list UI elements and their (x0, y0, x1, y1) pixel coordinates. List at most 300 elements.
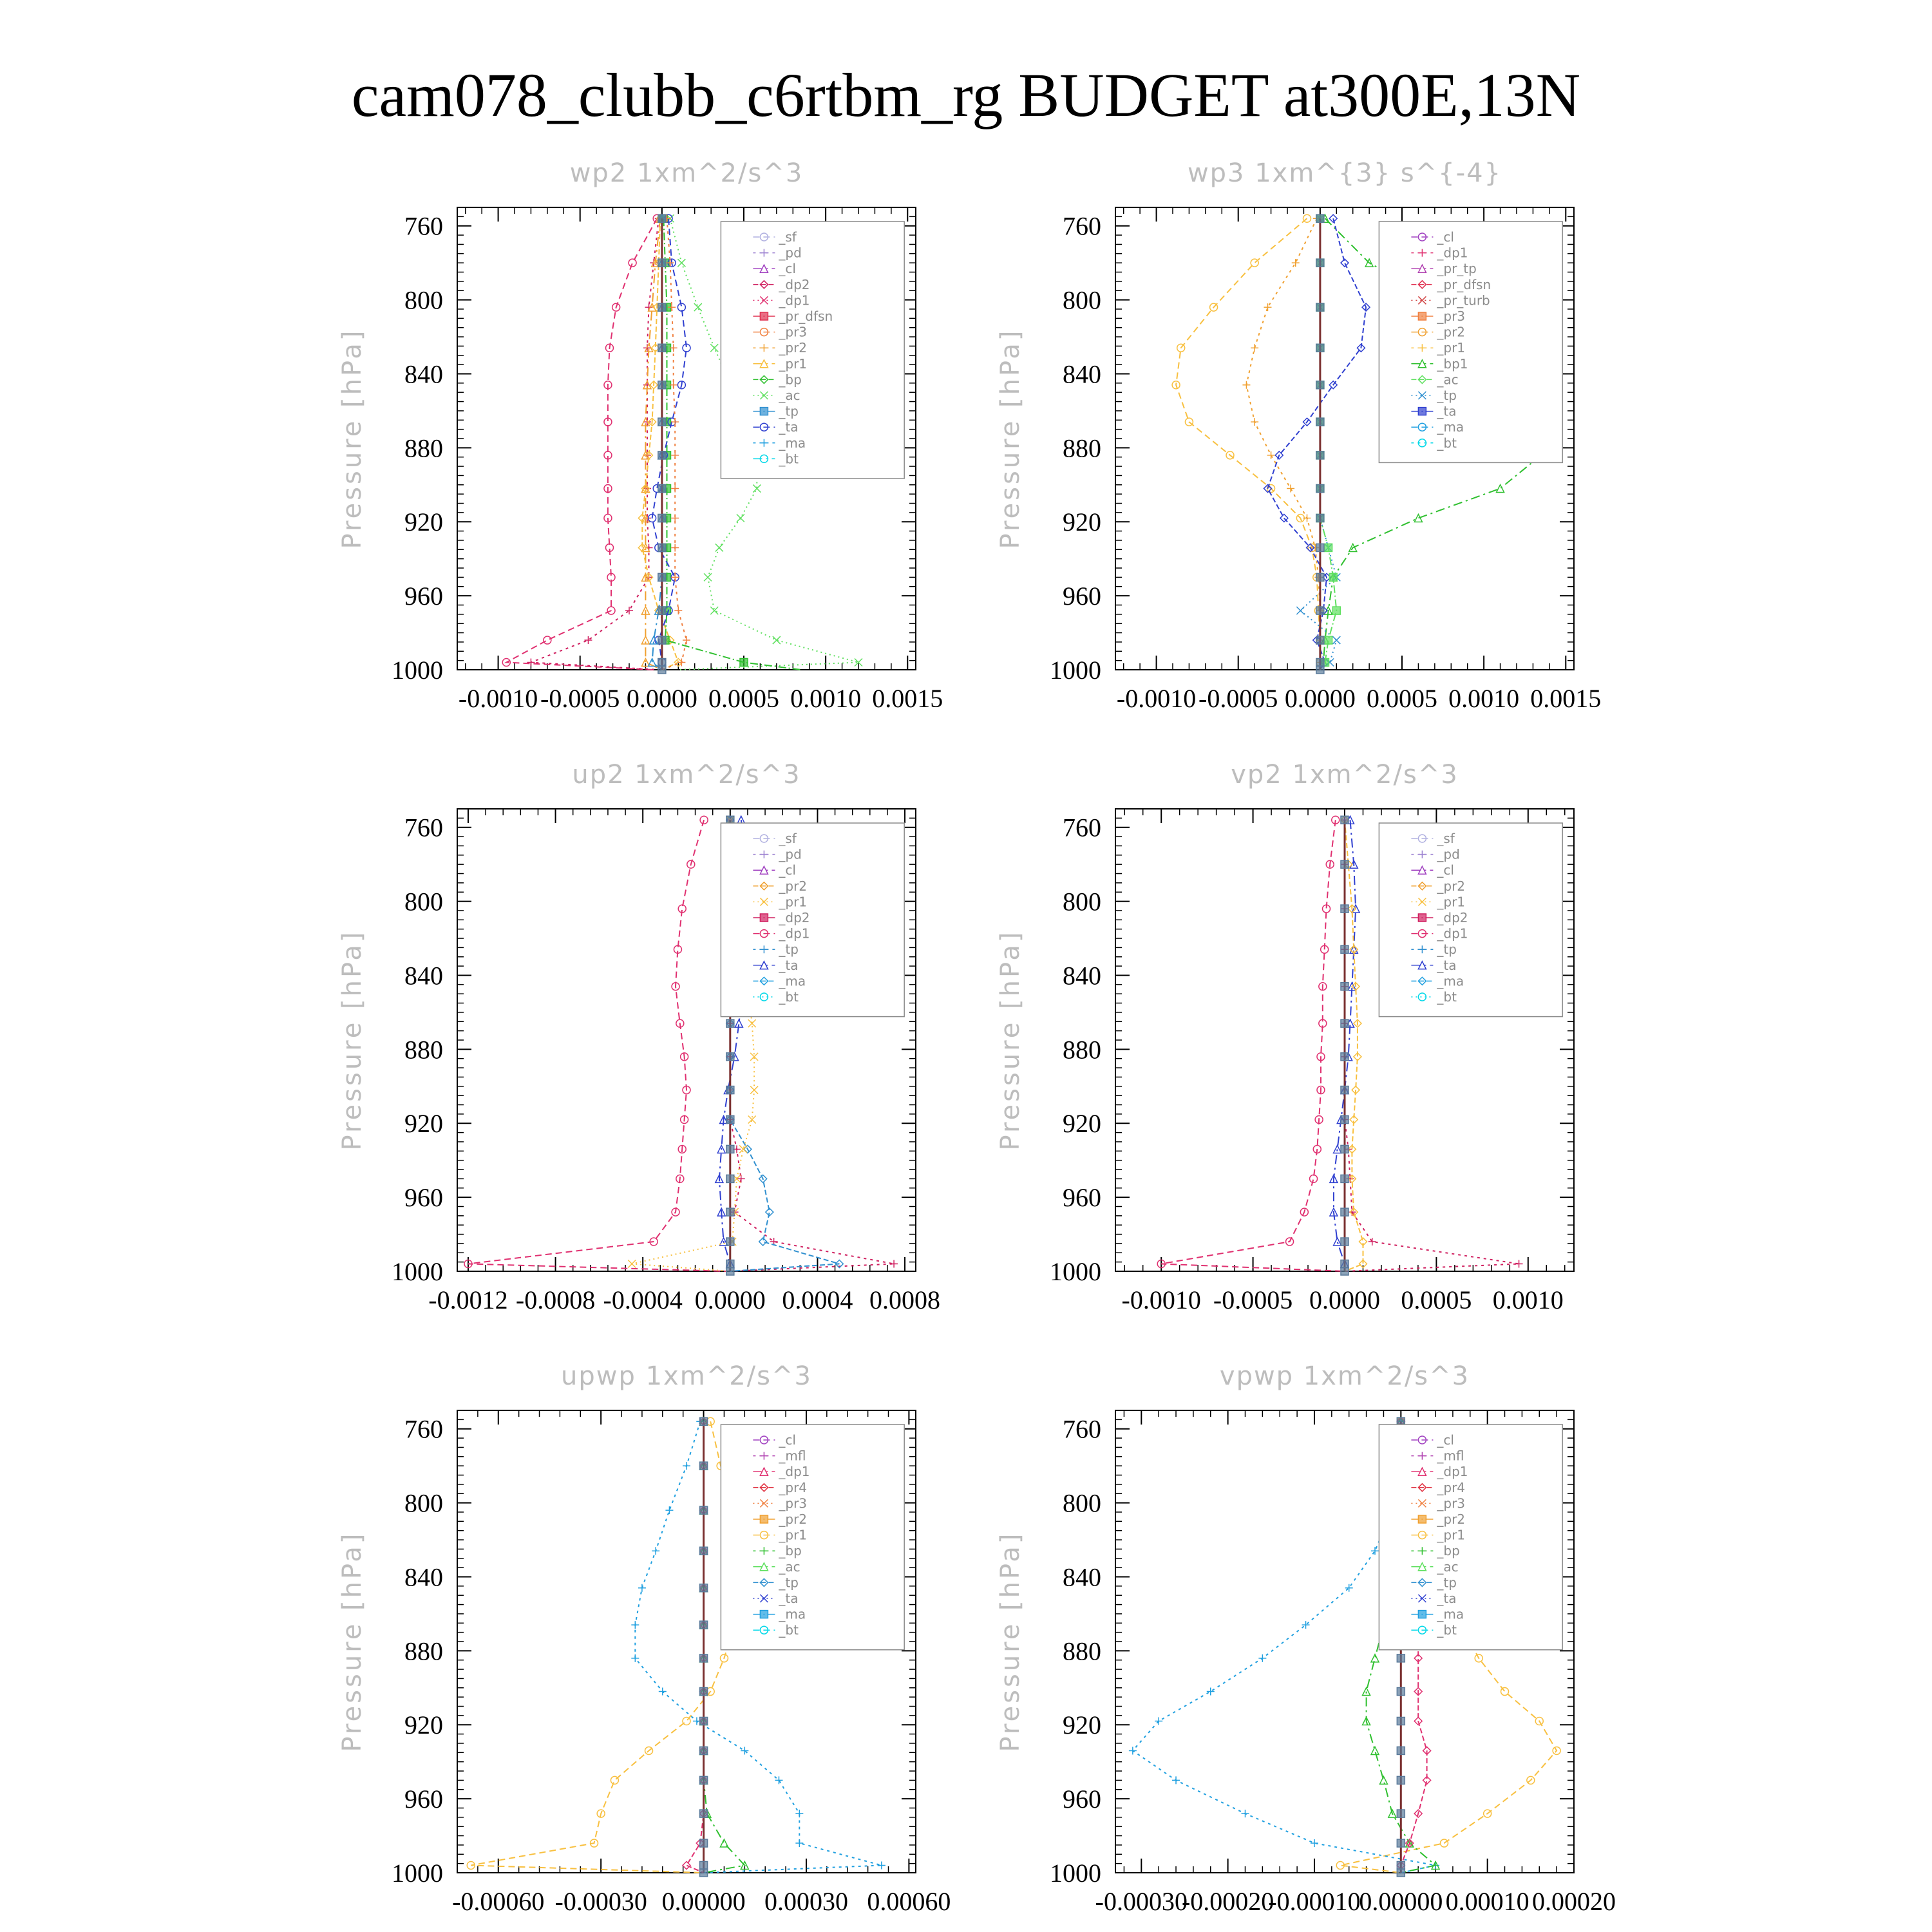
legend-entry: _pr1 (779, 894, 808, 910)
data-point (1311, 1839, 1318, 1847)
data-point (671, 544, 679, 551)
legend-entry: _sf (779, 229, 797, 245)
y-tick-label: 760 (404, 211, 443, 241)
legend-entry: _ma (779, 435, 806, 451)
data-point (1341, 983, 1349, 990)
data-point (1316, 303, 1324, 311)
legend-marker (760, 312, 768, 320)
data-point (1303, 514, 1311, 522)
x-tick-label: 0.0004 (782, 1285, 853, 1314)
y-axis-label: Pressure [hPa] (996, 929, 1025, 1151)
page-title: cam078_clubb_c6rtbm_rg BUDGET at300E,13N (351, 61, 1581, 129)
data-point (726, 1260, 734, 1268)
legend-entry: _ta (1437, 1591, 1457, 1606)
series-line-pr1 (471, 1421, 741, 1873)
legend-entry: _bt (1437, 435, 1457, 451)
y-axis-label: Pressure [hPa] (996, 1531, 1025, 1752)
legend-entry: _pr_dfsn (1437, 276, 1492, 292)
data-point (1207, 1688, 1215, 1696)
y-tick-label: 1000 (392, 1859, 443, 1888)
legend-entry: _ma (779, 973, 806, 989)
y-tick-label: 760 (1063, 211, 1101, 241)
y-tick-label: 800 (404, 1488, 443, 1518)
data-point (1332, 607, 1340, 614)
x-tick-label: -0.0010 (458, 684, 538, 713)
legend-entry: _pr2 (779, 878, 808, 894)
y-tick-label: 800 (1063, 285, 1101, 315)
legend-marker (760, 408, 768, 415)
panel-title: upwp 1xm^2/s^3 (561, 1361, 812, 1391)
legend-entry: _ac (1437, 1558, 1459, 1575)
legend-entry: _dp2 (779, 276, 810, 292)
data-point (700, 1462, 708, 1470)
legend-entry: _bt (779, 1622, 799, 1638)
y-tick-label: 960 (404, 582, 443, 611)
data-point (658, 573, 666, 581)
y-tick-label: 760 (1063, 813, 1101, 842)
data-point (628, 1260, 636, 1268)
legend-entry: _pr_dfsn (779, 308, 833, 324)
panel-title: wp3 1xm^{3} s^{-4} (1187, 158, 1502, 188)
data-point (753, 485, 761, 493)
x-tick-label: -0.00030 (554, 1887, 647, 1916)
legend-entry: _mfl (1437, 1448, 1464, 1464)
y-tick-label: 760 (1063, 1414, 1101, 1444)
y-tick-label: 800 (1063, 887, 1101, 916)
legend-entry: _ta (1437, 403, 1457, 419)
y-tick-label: 960 (404, 1183, 443, 1213)
y-tick-label: 880 (1063, 1636, 1101, 1666)
data-point (795, 1810, 803, 1817)
data-point (658, 659, 666, 667)
data-point (1371, 1654, 1379, 1662)
legend-marker (760, 1611, 768, 1618)
series-line-dp2 (531, 218, 658, 670)
legend-entry: _ac (779, 388, 800, 403)
data-point (658, 451, 666, 459)
legend-box (1379, 823, 1562, 1017)
data-point (726, 1175, 734, 1182)
data-point (683, 1717, 690, 1725)
data-point (1341, 1267, 1349, 1275)
y-tick-label: 840 (1063, 359, 1101, 389)
data-point (1316, 544, 1324, 551)
data-point (748, 1019, 756, 1027)
legend-entry: _tp (1437, 942, 1457, 958)
data-point (710, 344, 718, 352)
data-point (658, 514, 666, 522)
y-tick-label: 840 (1063, 1562, 1101, 1592)
data-point (1155, 1717, 1162, 1725)
x-tick-label: 0.0005 (1401, 1285, 1472, 1314)
data-point (1316, 214, 1324, 222)
legend-entry: _pd (779, 846, 802, 862)
chart-panel-wp3 (996, 158, 1601, 713)
data-point (658, 607, 666, 614)
legend-entry: _pd (779, 245, 802, 261)
y-tick-label: 840 (404, 1562, 443, 1592)
data-point (1397, 1654, 1405, 1662)
legend-entry: _pr1 (779, 355, 808, 372)
data-point (671, 451, 679, 459)
legend-entry: _tp (779, 942, 799, 958)
data-point (671, 418, 679, 426)
legend-entry: _pr1 (779, 1527, 808, 1543)
x-tick-label: 0.0005 (1367, 684, 1437, 713)
legend-marker (760, 914, 768, 922)
data-point (1329, 573, 1337, 581)
legend-entry: _cl (1437, 862, 1454, 878)
legend-entry: _pr1 (1437, 340, 1466, 356)
y-tick-label: 1000 (1050, 1257, 1101, 1286)
data-point (700, 1869, 708, 1877)
data-point (1341, 1238, 1349, 1245)
data-point (1397, 1810, 1405, 1817)
data-point (1341, 860, 1349, 868)
y-tick-label: 840 (404, 961, 443, 990)
legend-entry: _bt (1437, 989, 1457, 1005)
data-point (1316, 573, 1324, 581)
series-line-dp1 (687, 1421, 704, 1873)
y-tick-label: 800 (404, 887, 443, 916)
data-point (625, 607, 633, 614)
data-point (715, 544, 723, 551)
data-point (544, 636, 551, 644)
data-point (671, 514, 679, 522)
x-tick-label: 0.0000 (1284, 684, 1356, 713)
legend-marker (1418, 1515, 1426, 1523)
x-tick-label: 0.0010 (790, 684, 862, 713)
legend-entry: _cl (1437, 229, 1454, 245)
legend-box (721, 1425, 904, 1650)
legend-entry: _pr2 (1437, 878, 1466, 894)
data-point (1129, 1747, 1137, 1754)
y-axis-label: Pressure [hPa] (996, 328, 1025, 549)
data-point (1316, 451, 1324, 459)
legend-entry: _pr1 (1437, 894, 1466, 910)
data-point (700, 1862, 708, 1870)
data-point (1397, 1776, 1405, 1784)
data-point (741, 1747, 748, 1754)
legend-entry: _tp (1437, 1575, 1457, 1591)
series-line-tp (1300, 218, 1336, 670)
data-point (1397, 1717, 1405, 1725)
data-point (1251, 418, 1258, 426)
legend-entry: _bt (1437, 1622, 1457, 1638)
y-tick-label: 960 (1063, 1785, 1101, 1814)
data-point (878, 1862, 886, 1870)
data-point (1341, 1208, 1349, 1216)
legend-entry: _ac (1437, 372, 1459, 388)
data-point (737, 514, 744, 522)
data-point (700, 1621, 708, 1629)
legend-entry: _sf (1437, 831, 1455, 846)
data-point (631, 1621, 639, 1629)
y-tick-label: 960 (1063, 582, 1101, 611)
data-point (710, 607, 718, 614)
data-point (658, 666, 666, 674)
legend-entry: _bp (1437, 1543, 1460, 1559)
data-point (683, 1462, 690, 1470)
legend-entry: _ta (779, 419, 799, 435)
data-point (1251, 344, 1258, 352)
series-line-ac (1320, 218, 1336, 670)
legend-entry: _pr1 (1437, 1527, 1466, 1543)
legend-entry: _dp1 (1437, 1464, 1468, 1480)
series-line-pr1 (1176, 218, 1320, 670)
legend-entry: _cl (779, 261, 796, 277)
legend-entry: _bt (779, 451, 799, 467)
data-point (1397, 1862, 1405, 1870)
data-point (1397, 1688, 1405, 1696)
legend-entry: _bp (779, 372, 802, 388)
data-point (726, 1145, 734, 1153)
legend-entry: _ma (1437, 973, 1464, 989)
data-point (1397, 1839, 1405, 1847)
series-line-tp (652, 218, 662, 670)
legend-entry: _pr2 (779, 340, 808, 356)
data-point (658, 381, 666, 389)
data-point (1325, 636, 1332, 644)
data-point (726, 1208, 734, 1216)
data-point (1334, 1238, 1341, 1245)
data-point (795, 1839, 803, 1847)
data-point (658, 344, 666, 352)
x-tick-label: -0.0005 (1213, 1285, 1293, 1314)
data-point (694, 303, 702, 311)
series-line-dp1 (1161, 820, 1345, 1271)
data-point (527, 659, 535, 667)
legend-entry: _pr3 (779, 324, 808, 340)
data-point (652, 1547, 659, 1555)
data-point (1316, 381, 1324, 389)
y-tick-label: 760 (404, 813, 443, 842)
legend-entry: _pr4 (1437, 1479, 1466, 1495)
panel-title: wp2 1xm^2/s^3 (569, 158, 804, 188)
data-point (700, 1717, 708, 1725)
y-tick-label: 880 (404, 1636, 443, 1666)
data-point (737, 1175, 745, 1182)
legend-entry: _ac (779, 1558, 800, 1575)
x-tick-label: -0.0012 (428, 1285, 508, 1314)
legend-box (1379, 222, 1562, 462)
y-tick-label: 960 (1063, 1183, 1101, 1213)
legend-entry: _dp2 (779, 910, 810, 925)
data-point (700, 1417, 708, 1425)
data-point (638, 1584, 646, 1592)
legend-marker (1418, 312, 1426, 320)
y-tick-label: 960 (404, 1785, 443, 1814)
data-point (683, 1862, 690, 1870)
x-tick-label: -0.00010 (1268, 1887, 1361, 1916)
x-tick-label: 0.00060 (867, 1887, 951, 1916)
x-tick-label: -0.00060 (452, 1887, 545, 1916)
y-axis-label: Pressure [hPa] (337, 929, 367, 1151)
data-point (674, 607, 682, 614)
data-point (700, 1506, 708, 1514)
x-tick-label: -0.0010 (1121, 1285, 1201, 1314)
data-point (740, 659, 748, 667)
series-line-ta (652, 218, 687, 670)
data-point (1371, 1547, 1379, 1555)
legend-entry: _ma (1437, 1606, 1464, 1622)
legend-marker (1418, 914, 1426, 922)
legend-entry: _pr3 (1437, 1495, 1466, 1511)
chart-panel-upwp (337, 1361, 951, 1916)
x-tick-label: -0.0004 (603, 1285, 683, 1314)
y-axis-label: Pressure [hPa] (337, 1531, 367, 1752)
y-tick-label: 1000 (392, 656, 443, 685)
x-tick-label: 0.0015 (872, 684, 943, 713)
data-point (1341, 1115, 1349, 1123)
y-tick-label: 840 (404, 359, 443, 389)
x-tick-label: 0.0010 (1492, 1285, 1564, 1314)
data-point (704, 573, 712, 581)
legend-entry: _ta (779, 957, 799, 973)
data-point (658, 214, 666, 222)
data-point (1397, 1869, 1405, 1877)
y-tick-label: 1000 (1050, 656, 1101, 685)
data-point (1316, 485, 1324, 493)
legend-entry: _dp1 (779, 1464, 810, 1480)
data-point (658, 418, 666, 426)
y-tick-label: 760 (404, 1414, 443, 1444)
data-point (726, 1019, 734, 1027)
x-tick-label: 0.00000 (661, 1887, 746, 1916)
x-tick-label: 0.0015 (1530, 684, 1602, 713)
legend-box (721, 823, 904, 1017)
data-point (1341, 1019, 1349, 1027)
data-point (726, 1115, 734, 1123)
y-tick-label: 920 (404, 1109, 443, 1139)
data-point (671, 485, 679, 493)
x-tick-label: 0.0000 (626, 684, 697, 713)
y-tick-label: 840 (1063, 961, 1101, 990)
x-tick-label: 0.00020 (1532, 1887, 1616, 1916)
data-point (1341, 1086, 1349, 1094)
data-point (1341, 1145, 1349, 1153)
x-tick-label: 0.0000 (694, 1285, 766, 1314)
data-point (1501, 1688, 1509, 1696)
legend-marker (760, 1515, 768, 1523)
series-line-pr2 (1246, 218, 1320, 670)
data-point (1316, 636, 1324, 644)
data-point (1251, 259, 1258, 267)
chart-panel-vpwp (996, 1361, 1616, 1916)
data-point (1242, 1810, 1249, 1817)
legend-entry: _pr2 (1437, 324, 1466, 340)
x-tick-label: -0.00020 (1181, 1887, 1274, 1916)
data-point (1341, 945, 1349, 953)
data-point (1325, 544, 1332, 551)
legend-entry: _cl (779, 1432, 796, 1448)
x-tick-label: 0.00000 (1359, 1887, 1443, 1916)
series-line-pr1 (1345, 820, 1363, 1271)
data-point (611, 1776, 618, 1784)
data-point (700, 1584, 708, 1592)
data-point (1316, 514, 1324, 522)
legend-entry: _pr_tp (1437, 261, 1477, 277)
data-point (750, 1086, 758, 1094)
legend-marker (1418, 408, 1426, 415)
legend-entry: _dp1 (779, 925, 810, 942)
legend-entry: _mfl (779, 1448, 806, 1464)
data-point (1368, 1238, 1376, 1245)
data-point (677, 259, 685, 267)
data-point (1264, 303, 1271, 311)
x-tick-label: -0.0005 (1198, 684, 1278, 713)
x-tick-label: 0.0005 (708, 684, 779, 713)
data-point (1316, 659, 1324, 667)
y-tick-label: 920 (404, 507, 443, 537)
data-point (700, 1839, 708, 1847)
data-point (1334, 1145, 1341, 1153)
data-point (665, 1506, 673, 1514)
legend-entry: _dp1 (779, 292, 810, 308)
legend-entry: _tp (779, 1575, 799, 1591)
data-point (1332, 636, 1340, 644)
data-point (1258, 1654, 1266, 1662)
x-tick-label: 0.0010 (1448, 684, 1520, 713)
data-point (1310, 1175, 1318, 1182)
y-tick-label: 880 (404, 433, 443, 463)
y-tick-label: 920 (404, 1710, 443, 1740)
data-point (700, 1688, 708, 1696)
x-tick-label: -0.00030 (1095, 1887, 1188, 1916)
data-point (1316, 344, 1324, 352)
legend-entry: _pr4 (779, 1479, 808, 1495)
y-tick-label: 920 (1063, 507, 1101, 537)
data-point (890, 1260, 898, 1268)
legend-entry: _pr2 (779, 1511, 808, 1527)
legend-marker (1418, 1611, 1426, 1618)
data-point (659, 1688, 667, 1696)
data-point (1379, 1776, 1387, 1784)
data-point (683, 636, 690, 644)
x-tick-label: -0.0005 (540, 684, 620, 713)
y-tick-label: 920 (1063, 1710, 1101, 1740)
data-point (1242, 381, 1250, 389)
x-tick-label: 0.0008 (869, 1285, 941, 1314)
data-point (1287, 485, 1294, 493)
y-tick-label: 880 (1063, 433, 1101, 463)
legend-box (721, 222, 904, 478)
data-point (1515, 1260, 1523, 1268)
y-tick-label: 800 (1063, 1488, 1101, 1518)
legend-entry: _tp (779, 403, 799, 419)
legend-entry: _tp (1437, 388, 1457, 403)
legend-entry: _dp1 (1437, 245, 1468, 261)
data-point (700, 1810, 708, 1817)
data-point (629, 259, 636, 267)
data-point (700, 1547, 708, 1555)
legend-box (1379, 1425, 1562, 1650)
data-point (726, 1053, 734, 1061)
data-point (700, 1747, 708, 1754)
data-point (1414, 514, 1422, 522)
legend-entry: _bp1 (1437, 355, 1468, 372)
data-point (1292, 259, 1300, 267)
y-axis-label: Pressure [hPa] (337, 328, 367, 549)
legend-entry: _pr3 (779, 1495, 808, 1511)
x-tick-label: 0.00030 (764, 1887, 848, 1916)
y-tick-label: 880 (404, 1035, 443, 1065)
y-tick-label: 800 (404, 285, 443, 315)
data-point (631, 1654, 639, 1662)
data-point (773, 636, 781, 644)
data-point (1397, 1747, 1405, 1754)
data-point (658, 485, 666, 493)
